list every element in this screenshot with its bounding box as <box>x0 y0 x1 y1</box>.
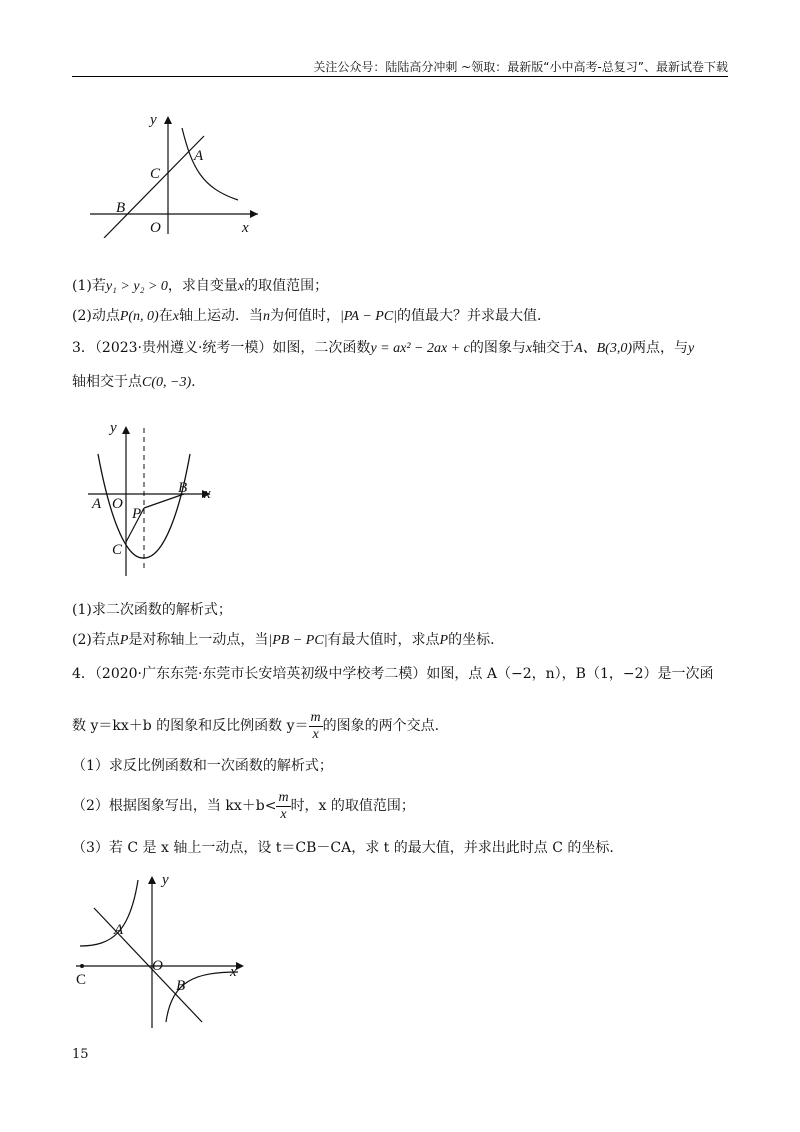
fraction-m-over-x-2: $\frac{m}{x}$ <box>278 789 289 822</box>
fig2-label-y: y <box>110 420 117 436</box>
q3-line1: 3．（2023·贵州遵义·统考一模）如图，二次函数y = ax² − 2ax + c的图象与x轴交于A、B(3,0)两点，与y <box>72 340 695 356</box>
header-rule <box>72 76 728 77</box>
q4-part1: （1）求反比例函数和一次函数的解析式； <box>72 758 333 774</box>
q2-part1: (1)若y₁ > y₂ > 0，求自变量x的取值范围； <box>72 278 329 294</box>
fig2-label-o: O <box>112 496 123 512</box>
page-number: 15 <box>72 1047 89 1062</box>
fig2-label-b: B <box>178 480 188 496</box>
fig2-label-p: P <box>132 506 142 522</box>
fraction-m-over-x: $\frac{m}{x}$ <box>310 709 321 742</box>
fig2-label-x: x <box>204 486 211 502</box>
fig2-label-a: A <box>92 496 102 512</box>
fig1-label-y: y <box>150 112 157 128</box>
fig3-label-b: B <box>176 978 186 994</box>
fig3-label-a: A <box>114 922 124 938</box>
figure-line-inverse <box>72 872 252 1032</box>
fig3-label-x: x <box>230 964 237 980</box>
fig3-label-c: C <box>76 972 87 988</box>
q3-line2: 轴相交于点C(0, −3). <box>72 374 196 390</box>
q3-part1: (1)求二次函数的解析式； <box>72 602 232 618</box>
figure-parabola <box>88 418 228 580</box>
fig1-label-x: x <box>242 220 249 236</box>
q2-part2: (2)动点P(n, 0)在x轴上运动．当n为何值时，|PA − PC|的值最大？并求最大值． <box>72 308 552 324</box>
page-header: 关注公众号：陆陆高分冲刺 ~领取：最新版“小中高考-总复习”、最新试卷下载 <box>313 60 728 74</box>
q3-part2: (2)若点P是对称轴上一动点，当|PB − PC|有最大值时，求点P的坐标. <box>72 632 495 648</box>
q4-line2: 数 y＝kx＋b 的图象和反比例函数 y＝ $\frac{m}{x}$ 的图象的两个交点. <box>72 709 440 742</box>
fig3-label-o: O <box>152 958 163 974</box>
q4-part2: （2）根据图象写出，当 kx＋b< $\frac{m}{x}$ 时，x 的取值范围； <box>72 789 415 822</box>
figure-line-hyperbola <box>82 108 272 238</box>
q4-part3: （3）若 C 是 x 轴上一动点，设 t＝CB－CA，求 t 的最大值，并求出此时点 C 的坐标. <box>72 840 614 856</box>
fig2-label-c: C <box>112 542 123 558</box>
fig1-label-b: B <box>116 200 126 216</box>
fig1-label-a: A <box>194 148 204 164</box>
fig1-label-c: C <box>150 166 161 182</box>
fig3-label-y: y <box>162 872 169 888</box>
fig1-label-o: O <box>150 220 161 236</box>
q4-line1: 4．（2020·广东东莞·东莞市长安培英初级中学校考二模）如图，点 A（−2，n），B（1，−2）是一次函 <box>72 666 714 682</box>
